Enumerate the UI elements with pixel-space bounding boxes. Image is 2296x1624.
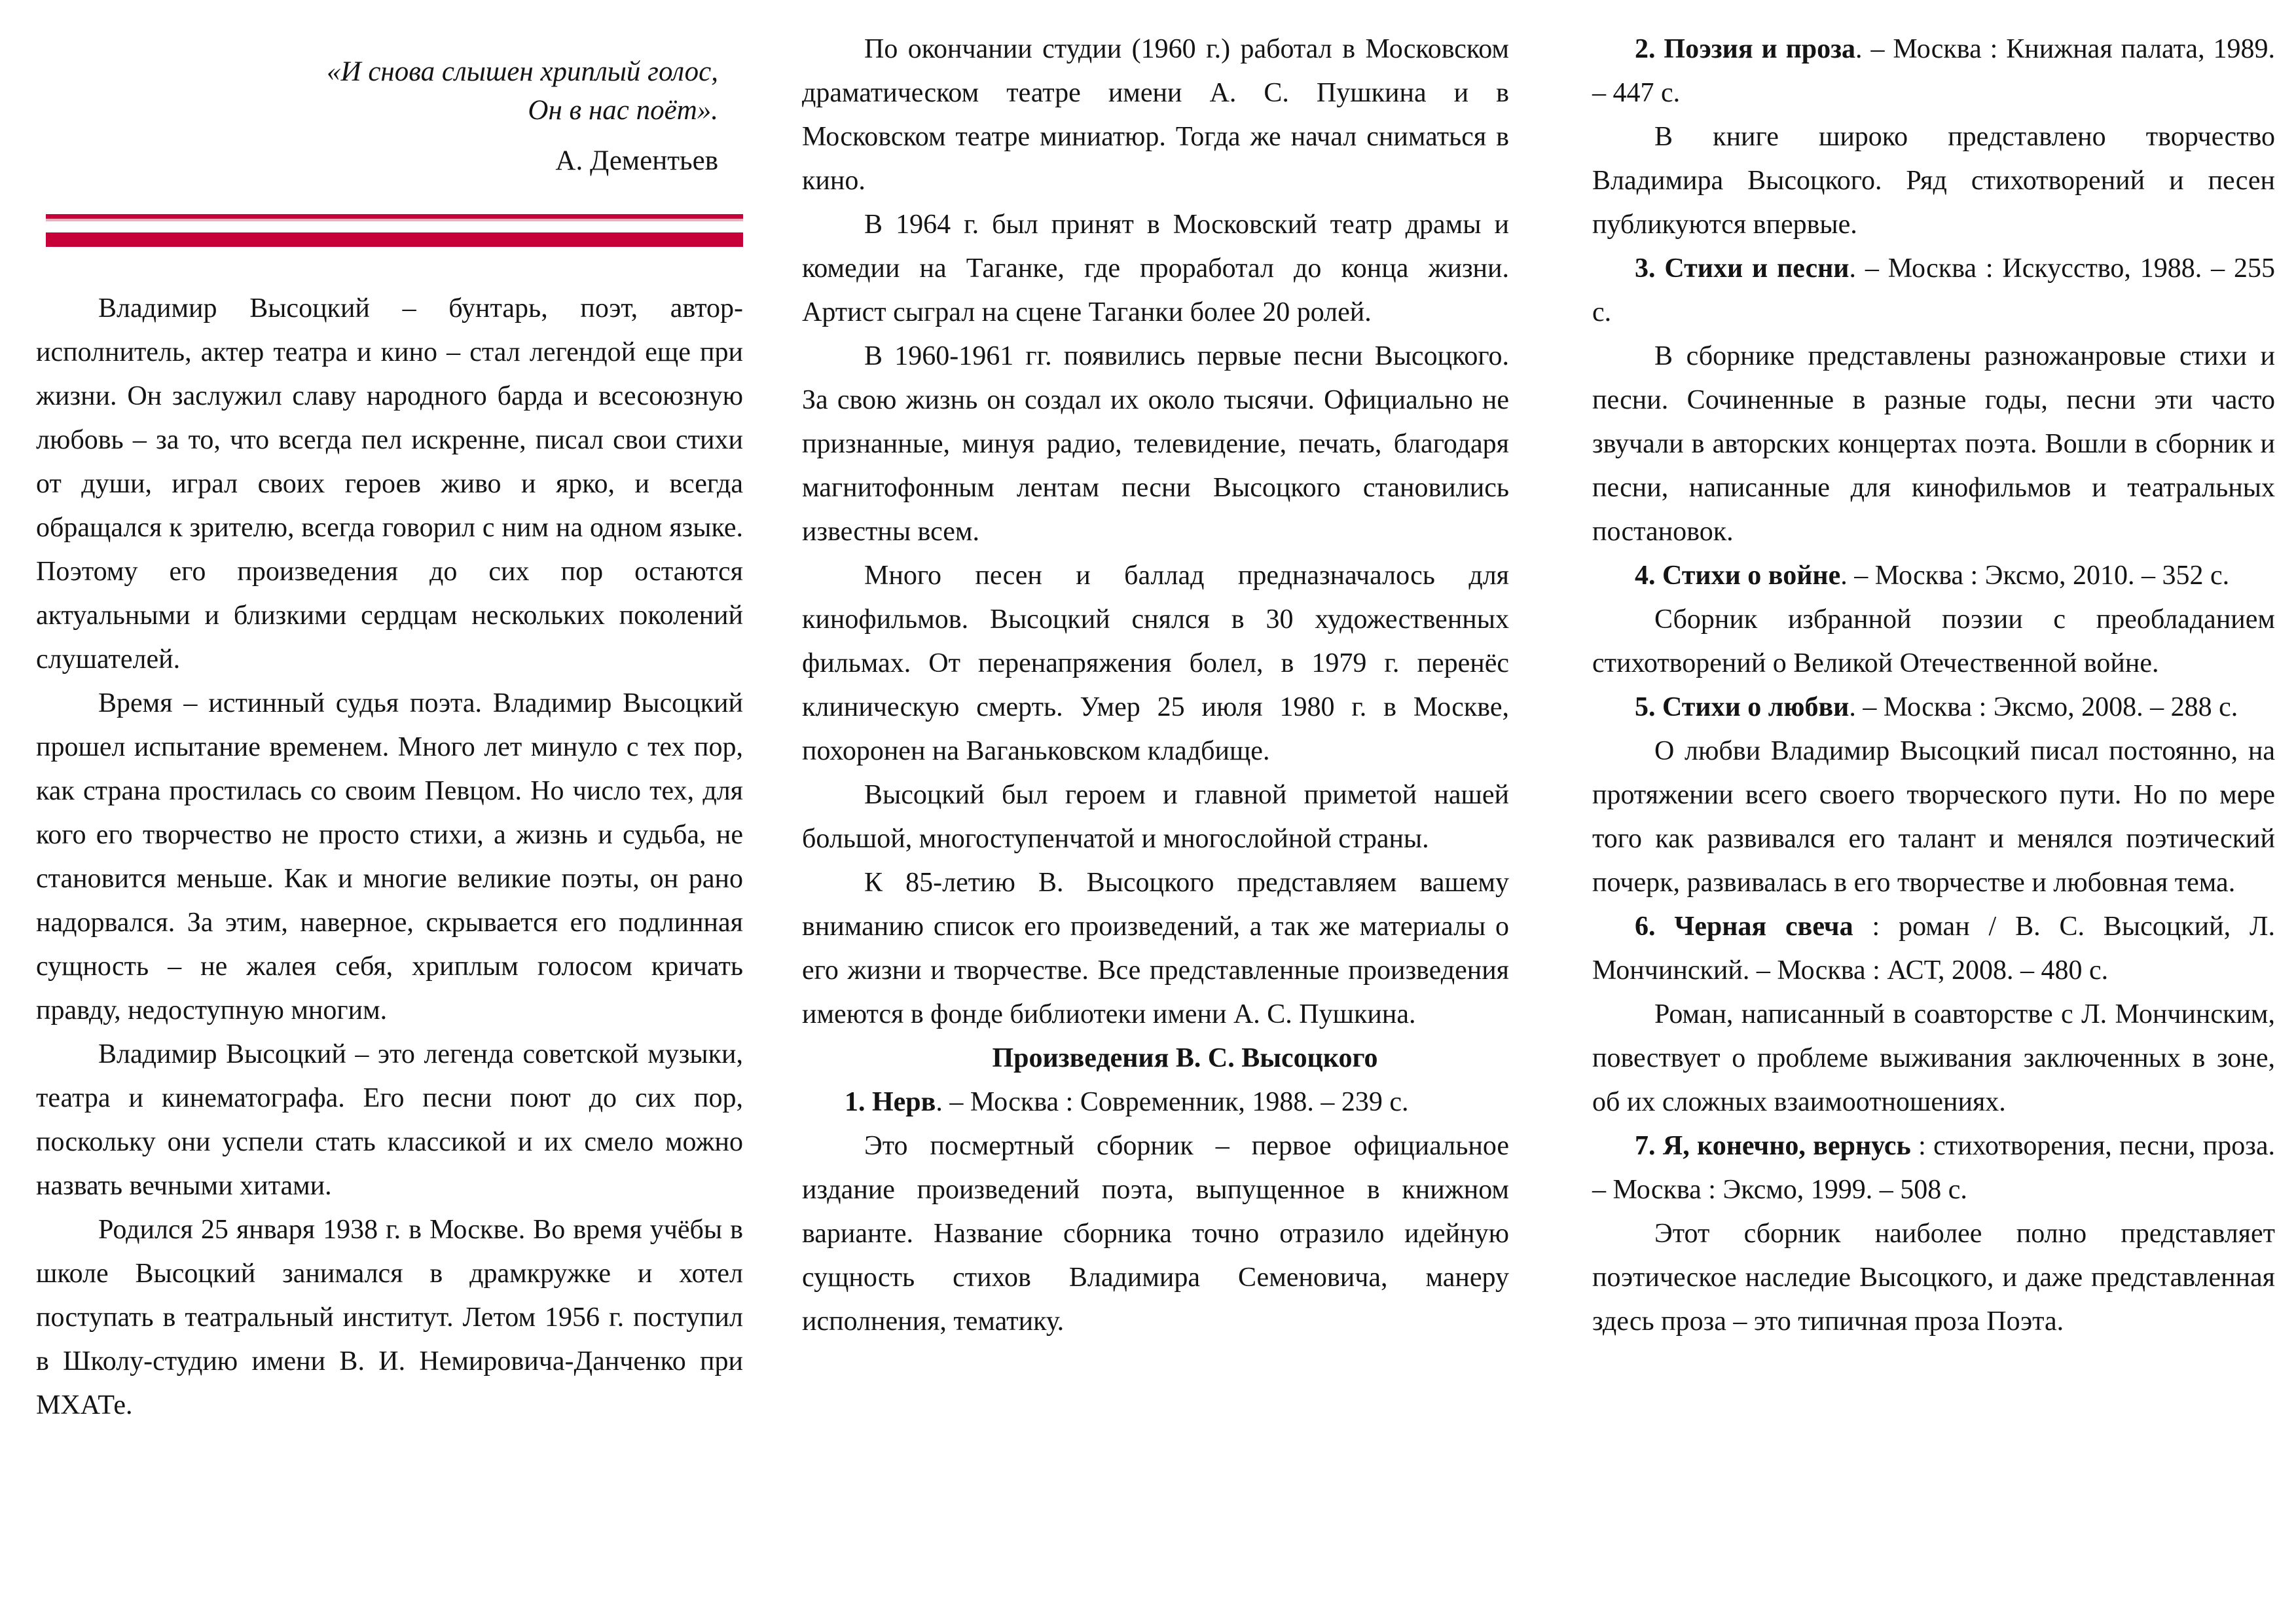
bibliography-entry-details: . – Москва : Эксмо, 2008. – 288 с. [1849, 692, 2238, 722]
bibliography-entry-title: 6. Черная свеча [1635, 912, 1853, 942]
bibliography-entry-note: О любви Владимир Высоцкий писал постоянно, на протяжении всего своего творческого пути. Но по мере того как развивался его талант и менялся поэтический почерк, развивалась в его творчестве и любовная тема. [1592, 736, 2275, 898]
epigraph-line-1: «И снова слышен хриплый голос, [327, 56, 718, 87]
bibliography-entry-title: 4. Стихи о войне [1635, 561, 1841, 591]
bibliography-entry [1592, 28, 2275, 115]
bibliography-entry-title: 2. Поэзия и проза [1635, 34, 1856, 64]
bibliography-entry-details: : роман / В. С. Высоцкий, Л. Мончинский. – Москва : АСТ, 2008. – 480 с. [1592, 912, 2275, 986]
paragraph: Время – истинный судья поэта. Владимир Высоцкий прошел испытание временем. Много лет минуло с тех пор, как страна простилась со своим Певцом. Но число тех, для кого его творчество не просто стихи, а жизнь и судьба, не становится меньше. Как и многие великие поэты, он рано надорвался. За этим, наверное, скрывается его подлинная сущность – не жалея себя, хриплым голосом кричать правду, недоступную многим. [36, 688, 743, 1025]
paragraph: Владимир Высоцкий – бунтарь, поэт, автор-исполнитель, актер театра и кино – стал легендой еще при жизни. Он заслужил славу народного барда и всесоюзную любовь – за то, что всегда пел искренне, писал свои стихи от души, играл своих героев живо и ярко, и всегда обращался к зрителю, всегда говорил с ним на одном языке. Поэтому его произведения до сих пор остаются актуальными и близкими сердцам нескольких поколений слушателей. [36, 293, 743, 674]
paragraph: По окончании студии (1960 г.) работал в Московском драматическом театре имени А. С. Пушкина и в Московском театре миниатюр. Тогда же начал сниматься в кино. [802, 34, 1509, 196]
bibliography-entry-note: Этот сборник наиболее полно представляет поэтическое наследие Высоцкого, и даже представленная здесь проза – это типичная проза Поэта. [1592, 1219, 2275, 1337]
bibliography-entry [1592, 247, 2275, 335]
column-2 [802, 28, 1509, 1344]
bibliography-entry-note: В книге широко представлено творчество Владимира Высоцкого. Ряд стихотворений и песен публикуются впервые. [1592, 122, 2275, 240]
bibliography-entry [1592, 554, 2275, 598]
epigraph-line-2: Он в нас поёт». [528, 95, 718, 126]
paragraph: Высоцкий был героем и главной приметой нашей большой, многоступенчатой и многослойной страны. [802, 780, 1509, 854]
bibliography-entry [1592, 1124, 2275, 1212]
paragraph: Родился 25 января 1938 г. в Москве. Во время учёбы в школе Высоцкий занимался в драмкружке и хотел поступать в театральный институт. Летом 1956 г. поступил в Школу-студию имени В. И. Немировича-Данченко при МХАТе. [36, 1215, 743, 1420]
paragraph: К 85-летию В. Высоцкого представляем вашему вниманию список его произведений, а так же материалы о его жизни и творчестве. Все представленные произведения имеются в фонде библиотеки имени А. С. Пушкина. [802, 868, 1509, 1029]
column-3 [1592, 28, 2275, 1344]
bibliography-entry-details: . – Москва : Эксмо, 2010. – 352 с. [1840, 561, 2230, 591]
works-list-heading: Произведения В. С. Высоцкого [992, 1043, 1378, 1073]
bibliography-entry-title: 1. Нерв [845, 1087, 936, 1117]
bibliography-entry [1592, 905, 2275, 993]
bibliography-entry-note: В сборнике представлены разножанровые стихи и песни. Сочиненные в разные годы, песни эти часто звучали в авторских концертах поэта. Вошли в сборник и песни, написанные для кинофильмов и театральных постановок. [1592, 341, 2275, 547]
divider-rule-thin [46, 214, 743, 219]
epigraph-author: А. Дементьев [555, 145, 718, 176]
paragraph: В 1964 г. был принят в Московский театр драмы и комедии на Таганке, где проработал до конца жизни. Артист сыграл на сцене Таганки более 20 ролей. [802, 210, 1509, 327]
bibliography-entry [802, 1080, 1509, 1124]
epigraph [36, 52, 743, 180]
divider-rule-thick [46, 232, 743, 247]
bibliography-entry [1592, 686, 2275, 729]
column-1 [36, 287, 743, 1428]
bibliography-entry-note: Это посмертный сборник – первое официальное издание произведений поэта, выпущенное в книжном варианте. Название сборника точно отразило идейную сущность стихов Владимира Семеновича, манеру исполнения, тематику. [802, 1131, 1509, 1337]
bibliography-entry-title: 3. Стихи и песни [1635, 253, 1850, 284]
bibliography-entry-title: 7. Я, конечно, вернусь [1635, 1131, 1911, 1161]
paragraph: Владимир Высоцкий – это легенда советской музыки, театра и кинематографа. Его песни поют до сих пор, поскольку они успели стать классикой и их смело можно назвать вечными хитами. [36, 1039, 743, 1201]
divider-rule-pink [46, 219, 743, 221]
bibliography-entry-details: : стихотворения, песни, проза. – Москва : Эксмо, 1999. – 508 с. [1592, 1131, 2275, 1205]
bibliography-entry-note: Роман, написанный в соавторстве с Л. Мончинским, повествует о проблеме выживания заключенных в зоне, об их сложных взаимоотношениях. [1592, 999, 2275, 1117]
bibliography-entry-details: . – Москва : Современник, 1988. – 239 с. [936, 1087, 1409, 1117]
bibliography-entry-details: . – Москва : Искусство, 1988. – 255 с. [1592, 253, 2275, 327]
bibliography-entry-details: . – Москва : Книжная палата, 1989. – 447 с. [1592, 34, 2275, 108]
bibliography-entry-title: 5. Стихи о любви [1635, 692, 1850, 722]
bibliography-entry-note: Сборник избранной поэзии с преобладанием стихотворений о Великой Отечественной войне. [1592, 604, 2275, 678]
paragraph: Много песен и баллад предназначалось для кинофильмов. Высоцкий снялся в 30 художественных фильмах. От перенапряжения болел, в 1979 г. перенёс клиническую смерть. Умер 25 июля 1980 г. в Москве, похоронен на Ваганьковском кладбище. [802, 561, 1509, 766]
paragraph: В 1960-1961 гг. появились первые песни Высоцкого. За свою жизнь он создал их около тысячи. Официально не признанные, минуя радио, телевидение, печать, благодаря магнитофонным лентам песни Высоцкого становились известны всем. [802, 341, 1509, 547]
